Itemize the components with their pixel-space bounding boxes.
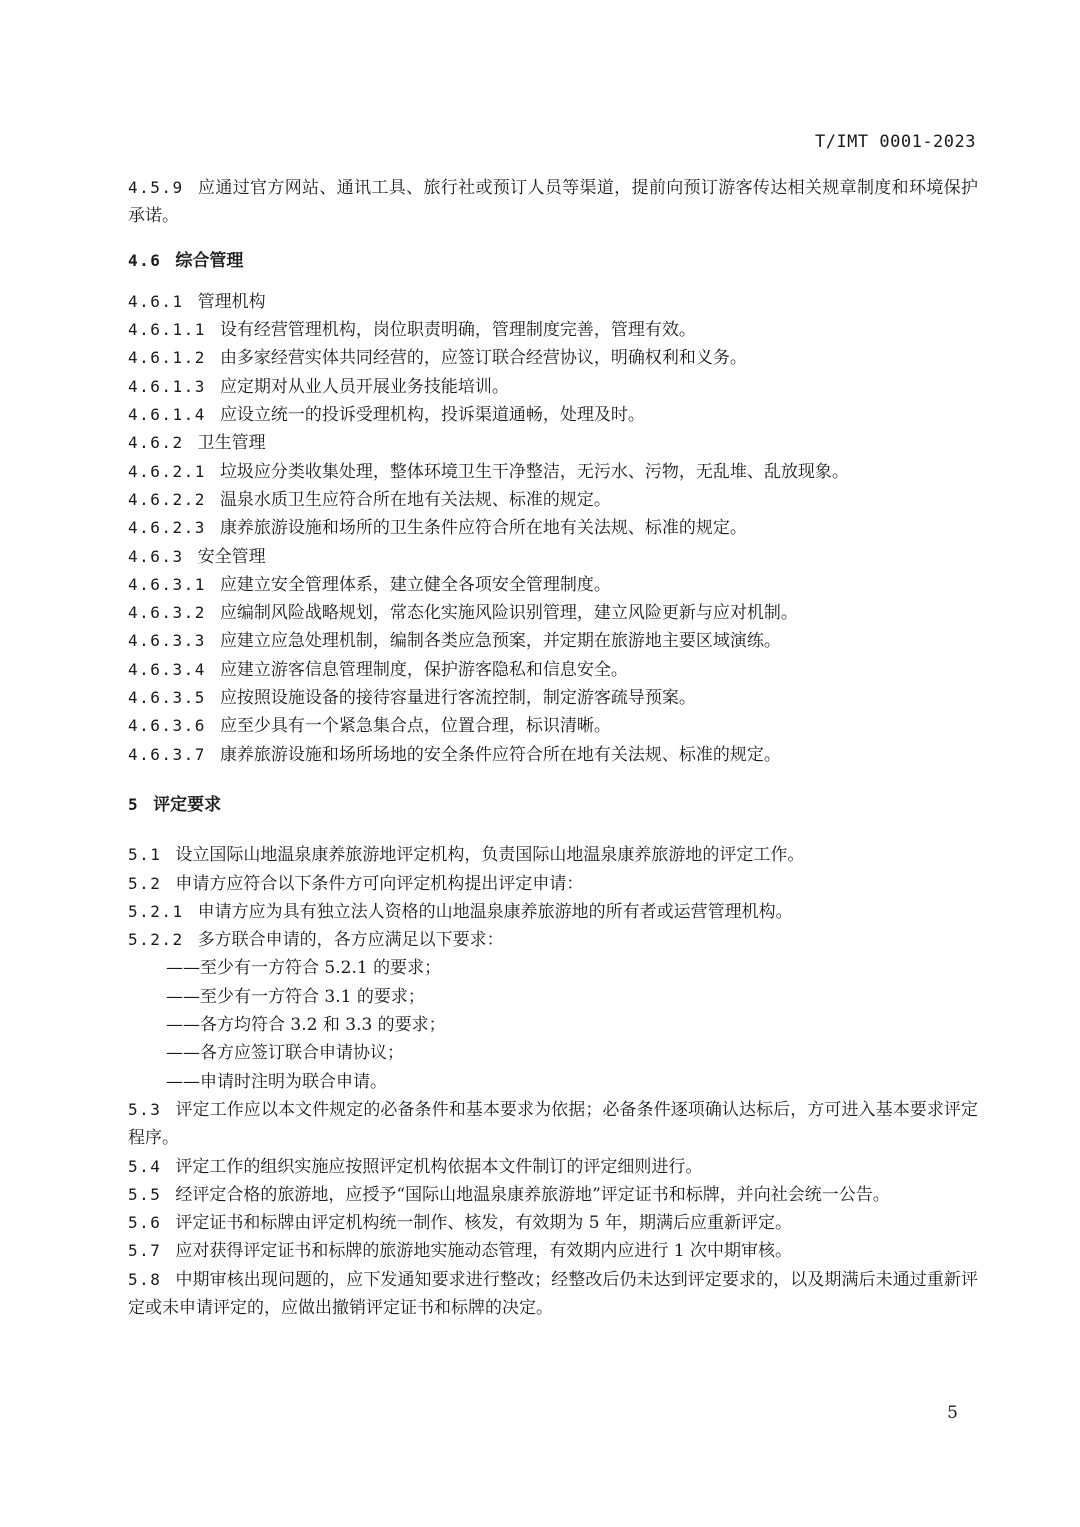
subsection-title: 卫生管理 xyxy=(197,433,266,454)
clause-5-3 xyxy=(128,1096,978,1153)
clause-text: 中期审核出现问题的，应下发通知要求进行整改；经整改后仍未达到评定要求的，以及期满后未通过重新评定或未申请评定的，应做出撤销评定证书和标牌的决定。 xyxy=(128,1269,978,1318)
clause-number: 4.6.3.6 xyxy=(128,716,206,736)
document-body xyxy=(128,174,978,1322)
subsection-heading-4-6-2 xyxy=(128,429,978,457)
clause-4-6-2-2 xyxy=(128,486,978,514)
clause-text: 应编制风险战略规划，常态化实施风险识别管理，建立风险更新与应对机制。 xyxy=(219,603,798,624)
clause-text: 应对获得评定证书和标牌的旅游地实施动态管理，有效期内应进行 1 次中期审核。 xyxy=(175,1241,793,1262)
clause-text: 多方联合申请的，各方应满足以下要求： xyxy=(197,930,504,951)
clause-number: 4.6.3.3 xyxy=(128,631,206,651)
clause-number: 5.6 xyxy=(128,1213,162,1233)
clause-4-5-9 xyxy=(128,174,978,231)
clause-text: 应建立游客信息管理制度，保护游客隐私和信息安全。 xyxy=(219,659,628,680)
clause-5-2-2 xyxy=(128,926,978,954)
clause-4-6-3-5 xyxy=(128,684,978,712)
clause-number: 5.3 xyxy=(128,1099,162,1119)
clause-number: 4.6.1.4 xyxy=(128,405,206,425)
clause-4-6-3-2 xyxy=(128,599,978,627)
clause-5-4 xyxy=(128,1153,978,1181)
subsection-title: 管理机构 xyxy=(197,291,266,312)
clause-5-2-1 xyxy=(128,898,978,926)
subsection-heading-4-6-3 xyxy=(128,543,978,571)
clause-4-6-3-1 xyxy=(128,571,978,599)
clause-text: 经评定合格的旅游地，应授予“国际山地温泉康养旅游地”评定证书和标牌，并向社会统一公告。 xyxy=(175,1184,890,1205)
clause-number: 4.6.1.1 xyxy=(128,320,206,340)
clause-number: 4.6.3.2 xyxy=(128,603,206,623)
list-item: ——至少有一方符合 3.1 的要求； xyxy=(166,986,425,1007)
clause-text: 应定期对从业人员开展业务技能培训。 xyxy=(219,376,509,397)
clause-4-6-3-6 xyxy=(128,712,978,740)
clause-number: 5.2.2 xyxy=(128,930,184,950)
section-number: 4.6 xyxy=(128,250,162,270)
clause-5-5 xyxy=(128,1181,978,1209)
subsection-title: 安全管理 xyxy=(197,546,266,567)
clause-4-6-1-2 xyxy=(128,344,978,372)
section-heading-5 xyxy=(128,791,978,819)
clause-5-7 xyxy=(128,1237,978,1265)
clause-text: 申请方应为具有独立法人资格的山地温泉康养旅游地的所有者或运营管理机构。 xyxy=(197,901,793,922)
page-number: 5 xyxy=(947,1403,958,1423)
clause-number: 5.5 xyxy=(128,1184,162,1204)
clause-number: 4.6.3.4 xyxy=(128,659,206,679)
list-item: ——至少有一方符合 5.2.1 的要求； xyxy=(166,958,442,979)
clause-text: 应通过官方网站、通讯工具、旅行社或预订人员等渠道，提前向预订游客传达相关规章制度和环境保护承诺。 xyxy=(128,178,978,227)
clause-text: 康养旅游设施和场所的卫生条件应符合所在地有关法规、标准的规定。 xyxy=(219,518,747,539)
clause-5-8 xyxy=(128,1266,978,1323)
clause-5-1 xyxy=(128,841,978,869)
clause-number: 4.6.2.1 xyxy=(128,461,206,481)
section-number: 5 xyxy=(128,794,140,814)
clause-4-6-1-1 xyxy=(128,316,978,344)
clause-text: 申请方应符合以下条件方可向评定机构提出评定申请： xyxy=(175,873,584,894)
list-item: ——各方均符合 3.2 和 3.3 的要求； xyxy=(166,1015,446,1036)
clause-number: 5.2 xyxy=(128,873,162,893)
subsection-number: 4.6.2 xyxy=(128,433,184,453)
clause-text: 温泉水质卫生应符合所在地有关法规、标准的规定。 xyxy=(219,489,611,510)
clause-number: 4.6.2.2 xyxy=(128,489,206,509)
clause-text: 设有经营管理机构，岗位职责明确，管理制度完善，管理有效。 xyxy=(219,320,696,341)
section-heading-4-6 xyxy=(128,247,978,275)
clause-number: 5.1 xyxy=(128,845,162,865)
clause-4-6-2-3 xyxy=(128,514,978,542)
clause-number: 5.7 xyxy=(128,1241,162,1261)
clause-text: 垃圾应分类收集处理，整体环境卫生干净整洁，无污水、污物，无乱堆、乱放现象。 xyxy=(219,461,849,482)
clause-4-6-3-3 xyxy=(128,627,978,655)
subsection-number: 4.6.1 xyxy=(128,291,184,311)
clause-number: 5.4 xyxy=(128,1156,162,1176)
subsection-number: 4.6.3 xyxy=(128,546,184,566)
clause-4-6-1-4 xyxy=(128,401,978,429)
section-title: 综合管理 xyxy=(175,250,244,271)
clause-4-6-2-1 xyxy=(128,458,978,486)
clause-text: 评定工作应以本文件规定的必备条件和基本要求为依据；必备条件逐项确认达标后，方可进入基本要求评定程序。 xyxy=(128,1099,978,1149)
clause-text: 应设立统一的投诉受理机构，投诉渠道通畅，处理及时。 xyxy=(219,405,645,426)
section-title: 评定要求 xyxy=(153,794,222,815)
list-item: ——各方应签订联合申请协议； xyxy=(166,1043,404,1064)
clause-text: 康养旅游设施和场所场地的安全条件应符合所在地有关法规、标准的规定。 xyxy=(219,744,781,765)
clause-4-6-1-3 xyxy=(128,373,978,401)
clause-number: 4.6.1.2 xyxy=(128,348,206,368)
clause-4-6-3-4 xyxy=(128,656,978,684)
clause-number: 4.6.2.3 xyxy=(128,518,206,538)
clause-text: 应建立应急处理机制，编制各类应急预案，并定期在旅游地主要区域演练。 xyxy=(219,631,781,652)
clause-number: 4.5.9 xyxy=(128,178,184,197)
clause-5-2 xyxy=(128,870,978,898)
clause-text: 设立国际山地温泉康养旅游地评定机构，负责国际山地温泉康养旅游地的评定工作。 xyxy=(175,845,805,866)
clause-text: 应至少具有一个紧急集合点，位置合理，标识清晰。 xyxy=(219,716,611,737)
clause-text: 应按照设施设备的接待容量进行客流控制，制定游客疏导预案。 xyxy=(219,688,696,709)
clause-number: 4.6.3.5 xyxy=(128,688,206,708)
clause-text: 评定工作的组织实施应按照评定机构依据本文件制订的评定细则进行。 xyxy=(175,1156,703,1177)
clause-text: 由多家经营实体共同经营的，应签订联合经营协议，明确权利和义务。 xyxy=(219,348,747,369)
subsection-heading-4-6-1 xyxy=(128,288,978,316)
clause-number: 4.6.3.7 xyxy=(128,744,206,764)
document-code: T/IMT 0001-2023 xyxy=(814,132,976,152)
clause-4-6-3-7 xyxy=(128,741,978,769)
clause-text: 应建立安全管理体系，建立健全各项安全管理制度。 xyxy=(219,574,611,595)
clause-number: 5.2.1 xyxy=(128,901,184,921)
list-item: ——申请时注明为联合申请。 xyxy=(166,1071,387,1092)
clause-number: 4.6.1.3 xyxy=(128,376,206,396)
clause-text: 评定证书和标牌由评定机构统一制作、核发，有效期为 5 年，期满后应重新评定。 xyxy=(175,1213,793,1234)
clause-5-6 xyxy=(128,1209,978,1237)
clause-number: 4.6.3.1 xyxy=(128,574,206,594)
clause-number: 5.8 xyxy=(128,1269,162,1289)
